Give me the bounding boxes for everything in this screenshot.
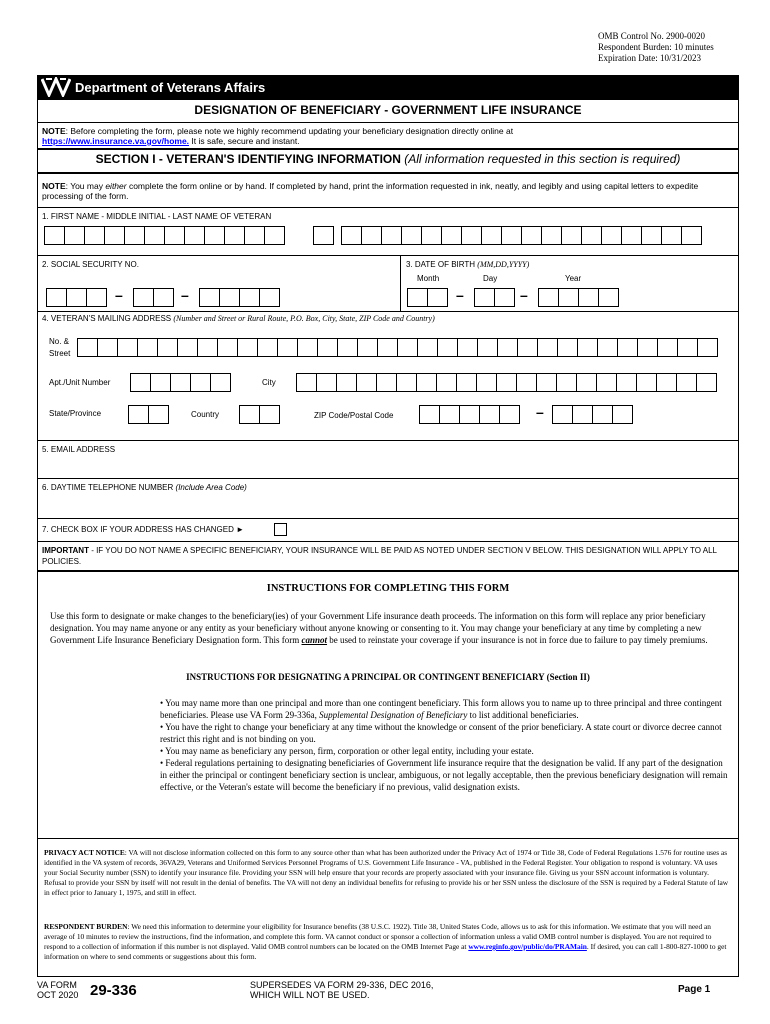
omb-burden: Respondent Burden: 10 minutes — [598, 42, 714, 52]
apt-boxes[interactable] — [130, 373, 230, 392]
footer-form-number: 29-336 — [90, 982, 137, 999]
street-label: No. & Street — [49, 337, 71, 358]
country-label: Country — [191, 410, 220, 419]
footer-page: Page 1 — [678, 984, 711, 995]
street-boxes[interactable] — [77, 338, 717, 357]
ssn-part1[interactable] — [46, 288, 106, 307]
middle-initial-box[interactable] — [313, 226, 333, 245]
field-name-label: 1. FIRST NAME - MIDDLE INITIAL - LAST NAME OF VETERAN — [42, 212, 272, 221]
state-boxes[interactable] — [128, 405, 168, 424]
important-note: IMPORTANT - IF YOU DO NOT NAME A SPECIFIC BENEFICIARY, YOUR INSURANCE WILL BE PAID AS NOTED UNDER SECTION V BELOW. THIS DESIGNATION WILL APPLY TO ALL POLICIES. — [42, 546, 717, 566]
ssn-part2[interactable] — [133, 288, 173, 307]
field-changed-label: 7. CHECK BOX IF YOUR ADDRESS HAS CHANGED ► — [42, 525, 245, 534]
zip-label: ZIP Code/Postal Code — [314, 411, 394, 420]
day-label: Day — [483, 274, 498, 283]
field-address-label: 4. VETERAN'S MAILING ADDRESS (Number and Street or Rural Route, P.O. Box, City, State, ZIP Code and Country) — [42, 314, 435, 323]
dob-day[interactable] — [474, 288, 514, 307]
bullet-3: • You may name as beneficiary any person, firm, corporation or other legal entity, including your estate. — [160, 746, 534, 756]
zip4-boxes[interactable] — [552, 405, 632, 424]
dob-month[interactable] — [407, 288, 447, 307]
instructions-bullets — [160, 697, 728, 793]
apt-label: Apt./Unit Number — [49, 378, 111, 387]
reginfo-link[interactable]: www.reginfo.gov/public/do/PRAMain — [468, 942, 587, 951]
year-label: Year — [565, 274, 582, 283]
footer-supersedes: SUPERSEDES VA FORM 29-336, DEC 2016, WHICH WILL NOT BE USED. — [250, 980, 434, 1000]
field-email-label: 5. EMAIL ADDRESS — [42, 445, 116, 454]
form-title: DESIGNATION OF BENEFICIARY - GOVERNMENT LIFE INSURANCE — [194, 103, 582, 117]
instructions-subtitle: INSTRUCTIONS FOR DESIGNATING A PRINCIPAL OR CONTINGENT BENEFICIARY (Section II) — [186, 672, 590, 682]
field-dob-label: 3. DATE OF BIRTH (MM,DD,YYYY) — [406, 260, 530, 269]
note2: NOTE: You may either complete the form online or by hand. If completed by hand, print the information requested in ink, neatly, and legibly and using capital letters to expedite processing of the form. — [42, 181, 699, 201]
city-label: City — [262, 378, 276, 387]
field-ssn-label: 2. SOCIAL SECURITY NO. — [42, 260, 139, 269]
country-boxes[interactable] — [239, 405, 279, 424]
header-bar — [37, 75, 739, 99]
bullet-2: • You have the right to change your beneficiary at any time without the knowledge or consent of the prior beneficiary. A state court or divorce decree cannot restrict this right and is not binding on you. — [160, 722, 722, 744]
department-name: Department of Veterans Affairs — [75, 79, 266, 95]
footer-form-id: VA FORM OCT 2020 — [37, 980, 79, 1000]
omb-control: OMB Control No. 2900-0020 — [598, 31, 706, 41]
zip-boxes[interactable] — [419, 405, 519, 424]
omb-info — [598, 31, 714, 64]
bullet-4: • Federal regulations pertaining to designating beneficiaries of Government life insurance require that the designation be valid. If any part of the designation in either the principal or contingent beneficiary section is unclear, ambiguous, or not legally acceptable, then the previous beneficiary designation will remain effective, or the Veteran's estate will become the beneficiary if no previous, valid designation exists. — [160, 758, 728, 792]
insurance-link[interactable]: https://www.insurance.va.gov/home. — [42, 136, 190, 146]
dob-year[interactable] — [538, 288, 618, 307]
first-name-boxes[interactable] — [44, 226, 284, 245]
city-boxes[interactable] — [296, 373, 716, 392]
instructions-para: Use this form to designate or make changes to the beneficiary(ies) of your Government Life insurance death proceeds. The information on this form will replace any prior beneficiary designation. You may name anyone or any entity as your beneficiary without anyone knowing or consenting to it. You may change your beneficiary at any time by completing a new Government Life Insurance Beneficiary Designation form. This form cannot be used to reinstate your coverage if your insurance is not in force due to failure to pay timely premiums. — [50, 611, 708, 645]
last-name-boxes[interactable] — [341, 226, 701, 245]
section1-header: SECTION I - VETERAN'S IDENTIFYING INFORMATION (All information requested in this section is required) — [95, 152, 681, 166]
respondent-burden: RESPONDENT BURDEN: We need this information to determine your eligibility for Insurance benefits (38 U.S.C. 1922). Title 38, United States Code, allows us to ask for this information. We estimate that you will need an average of 10 minutes to review the instructions, find the information, and complete this form. VA cannot conduct or sponsor a collection of information unless a valid OMB control number is displayed. You are not required to respond to a collection of information if this number is not displayed. Valid OMB control numbers can be located on the OMB Internet Page at www.reginfo.gov/public/do/PRAMain. If desired, you can call 1-800-827-1000 to get information on where to send comments or suggestions about this form. — [44, 922, 727, 961]
state-label: State/Province — [49, 409, 102, 418]
note-top: NOTE: Before completing the form, please note we highly recommend updating your beneficiary designation directly online at https://www.insurance.va.gov/home. It is safe, secure and instant. — [42, 126, 514, 146]
ssn-part3[interactable] — [199, 288, 279, 307]
privacy-act-notice: PRIVACY ACT NOTICE: VA will not disclose information collected on this form to any source other than what has been authorized under the Privacy Act of 1974 or Title 38, Code of Federal Regulations 1.576 for routine uses as identified in the VA system of records, 36VA29, Veterans and Uniformed Services Personnel Programs of U.S. Government Life Insurance - VA, published in the Federal Register. Your obligation to respond is voluntary. VA uses your Social Security number (SSN) to identify your insurance file. Providing your SSN will help ensure that your records are properly associated with your insurance file. Giving us your SSN account information is voluntary. Refusal to provide your SSN by itself will not result in the denial of benefits. The VA will not deny an individual benefits for refusing to provide his or her SSN unless the disclosure of the SSN is required by a Federal Statute of law in effect prior to January 1, 1975, and still in effect. — [44, 848, 729, 897]
month-label: Month — [417, 274, 440, 283]
instructions-title: INSTRUCTIONS FOR COMPLETING THIS FORM — [266, 583, 510, 594]
va-seal-icon — [41, 77, 71, 97]
omb-expiration: Expiration Date: 10/31/2023 — [598, 53, 701, 63]
address-changed-checkbox[interactable] — [274, 523, 287, 536]
bullet-1: • You may name more than one principal and more than one contingent beneficiary. This form allows you to name up to three principal and three contingent beneficiaries. Please use VA Form 29-336a, Supplemental Designation of Beneficiary to list additional beneficiaries. — [160, 698, 722, 720]
field-phone-label: 6. DAYTIME TELEPHONE NUMBER (Include Area Code) — [42, 483, 247, 492]
